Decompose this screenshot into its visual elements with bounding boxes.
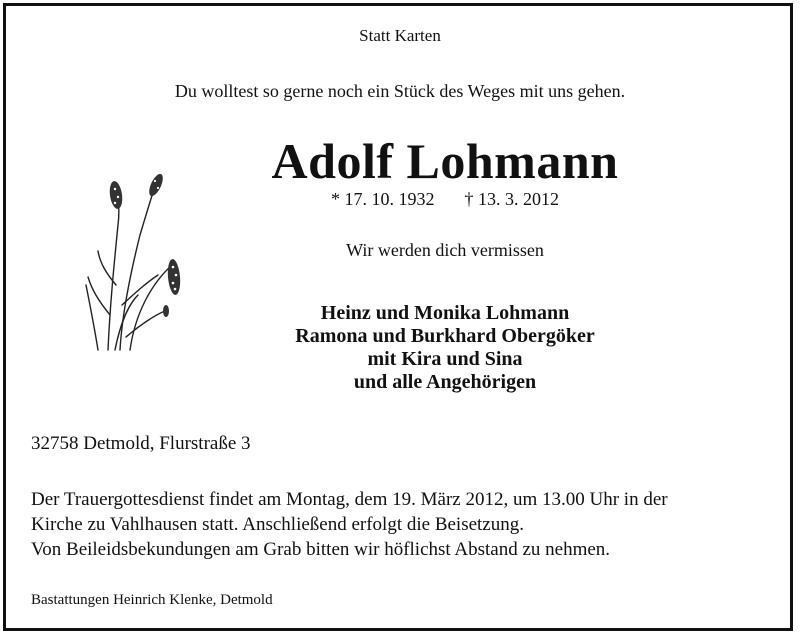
funeral-line: Von Beileidsbekundungen am Grab bitten wir höflichst Abstand zu nehmen.	[31, 539, 611, 560]
wheat-icon	[80, 165, 200, 355]
life-dates	[255, 189, 635, 210]
mourner-line: und alle Angehörigen	[353, 371, 537, 393]
mourner-line: Ramona und Burkhard Obergöker	[295, 325, 595, 347]
motto: Du wolltest so gerne noch ein Stück des Weges mit uns gehen.	[174, 81, 626, 101]
funeral-line: Kirche zu Vahlhausen statt. Anschließend erfolgt die Beisetzung.	[31, 514, 524, 535]
undertaker: Bastattungen Heinrich Klenke, Detmold	[31, 592, 273, 608]
funeral-info	[31, 487, 791, 562]
death-date: † 13. 3. 2012	[464, 189, 559, 209]
birth-date: * 17. 10. 1932	[331, 189, 435, 209]
header-note: Statt Karten	[359, 26, 441, 45]
mourners-list	[255, 302, 635, 394]
mourner-line: Heinz und Monika Lohmann	[320, 302, 570, 324]
deceased-name: Adolf Lohmann	[271, 133, 619, 189]
mourner-line: mit Kira und Sina	[367, 348, 523, 370]
address: 32758 Detmold, Flurstraße 3	[31, 433, 251, 454]
funeral-line: Der Trauergottesdienst findet am Montag, dem 19. März 2012, um 13.00 Uhr in der	[31, 489, 668, 510]
remembrance-line: Wir werden dich vermissen	[346, 240, 544, 260]
